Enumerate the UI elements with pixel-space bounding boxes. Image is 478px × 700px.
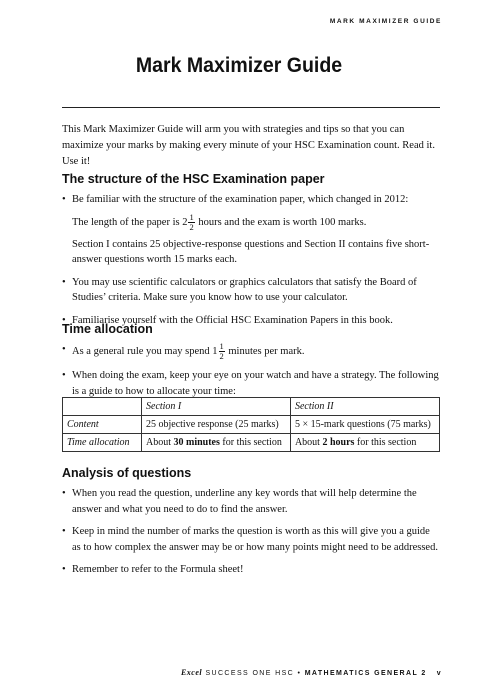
structure-bullet-exam-paper-text: Be familiar with the structure of the examination paper, which changed in 2012: <box>72 194 409 205</box>
general-rule-pre: As a general rule you may spend 1 <box>72 345 218 357</box>
paper-length-post: hours and the exam is worth 100 marks. <box>195 216 367 228</box>
table-row-content <box>63 416 440 434</box>
fraction-numerator: 1 <box>189 211 194 222</box>
general-rule-post: minutes per mark. <box>225 345 305 357</box>
time-section-1-cell <box>142 434 291 452</box>
time-2-pre: About <box>294 437 323 448</box>
half-fraction <box>219 342 225 361</box>
time-2-bold: 2 hours <box>322 437 355 448</box>
analysis-bullet-marks: • Keep in mind the number of marks the question is worth as this will give you a guide as to how complex the answer may be or how many points might need to be addressed. <box>62 524 440 555</box>
fraction-denominator: 2 <box>189 221 194 232</box>
intro-paragraph: This Mark Maximizer Guide will arm you with strategies and tips so that you can maximize your marks by making every minute of your HSC Examination count. Read it. Use it! <box>62 124 435 167</box>
content-section-2-cell: 5 × 15-mark questions (75 marks) <box>290 416 439 434</box>
time-bullet-general-rule <box>62 342 440 361</box>
structure-bullet-exam-paper <box>62 192 440 268</box>
paper-length-line <box>72 213 440 232</box>
title-divider <box>62 107 440 108</box>
page-footer <box>181 668 442 677</box>
time-section-2-cell <box>290 434 439 452</box>
half-fraction <box>188 213 194 232</box>
column-header-section-2: Section II <box>290 398 439 416</box>
running-header: MARK MAXIMIZER GUIDE <box>329 18 442 25</box>
table-corner-cell <box>63 398 142 416</box>
structure-list <box>62 192 440 335</box>
row-header-content: Content <box>63 416 142 434</box>
page-title: Mark Maximizer Guide <box>135 54 343 77</box>
table-row-time-allocation <box>63 434 440 452</box>
structure-heading: The structure of the HSC Examination paper <box>62 172 325 186</box>
column-header-section-1: Section I <box>142 398 291 416</box>
time-heading: Time allocation <box>62 322 153 336</box>
footer-series: SUCCESS ONE HSC <box>202 670 295 677</box>
row-header-time-allocation: Time allocation <box>63 434 142 452</box>
time-1-bold: 30 minutes <box>173 437 220 448</box>
time-1-pre: About <box>146 437 174 448</box>
analysis-bullet-formula-sheet: • Remember to refer to the Formula sheet! <box>62 562 440 578</box>
paper-length-pre: The length of the paper is 2 <box>72 216 188 228</box>
time-2-post: for this section <box>354 437 417 448</box>
time-1-post: for this section <box>219 437 282 448</box>
analysis-bullet-key-words: • When you read the question, underline any key words that will help determine the answer and what you need to do to find the answer. <box>62 486 440 517</box>
time-bullet-strategy: • When doing the exam, keep your eye on your watch and have a strategy. The following is a guide to how to allocate your time: <box>62 368 440 399</box>
footer-separator: • <box>294 670 305 677</box>
sections-description: Section I contains 25 objective-response questions and Section II contains five short-answer questions worth 15 marks each. <box>72 238 430 265</box>
footer-subject: MATHEMATICS GENERAL 2 <box>304 670 427 677</box>
analysis-heading: Analysis of questions <box>62 466 192 480</box>
structure-bullet-official-papers: • Familiarise yourself with the Official HSC Examination Papers in this book. <box>62 313 440 329</box>
table-header-row <box>63 398 440 416</box>
footer-brand: Excel <box>180 668 203 677</box>
analysis-list <box>62 486 440 585</box>
structure-bullet-calculators: • You may use scientific calculators or graphics calculators that satisfy the Board of Studies’ criteria. Make sure you know how to use your calculator. <box>62 275 440 306</box>
fraction-denominator: 2 <box>219 351 224 361</box>
page-number: v <box>436 670 442 677</box>
fraction-numerator: 1 <box>219 341 224 351</box>
content-section-1-cell: 25 objective response (25 marks) <box>142 416 291 434</box>
time-allocation-table <box>62 397 440 452</box>
